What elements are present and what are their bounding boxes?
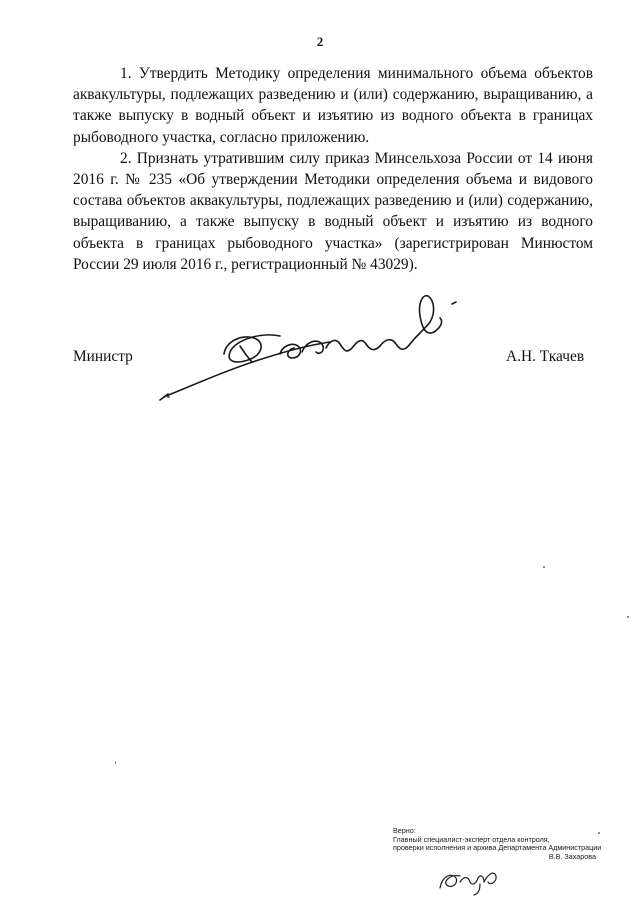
- signatory-title: Министр: [73, 348, 133, 365]
- scan-speck: [543, 566, 545, 568]
- certification-position: Главный специалист-эксперт отдела контроля,: [393, 834, 550, 844]
- certification-signature-icon: [434, 864, 504, 896]
- certification-department: проверки исполнения и архива Департамента Администрации: [393, 843, 602, 853]
- handwritten-signature-icon: [140, 282, 480, 407]
- certification-label: Верно:: [393, 826, 416, 835]
- paragraph-2: 2. Признать утратившим силу приказ Минсельхоза России от 14 июня 2016 г. № 235 «Об утверждении Методики определения объема и видового состава объектов аквакультуры, подлежащих разведению и (или) содержанию, выращиванию, а также выпуску в водный объект и изъятию из водного объекта в границах рыбоводного участка» (зарегистрирован Минюстом России 29 июля 2016 г., регистрационный № 43029).: [73, 149, 593, 273]
- signatory-name: А.Н. Ткачев: [506, 348, 585, 365]
- scan-speck: [115, 761, 116, 764]
- scan-speck: [598, 832, 600, 834]
- page-number: 2: [316, 34, 324, 49]
- paragraph-1: 1. Утвердить Методику определения минимального объема объектов аквакультуры, подлежащих разведению и (или) содержанию, выращиванию, а также выпуску в водный объект и изъятию из водного объекта в границах рыбоводного участка, согласно приложению.: [73, 65, 593, 146]
- scan-speck: [627, 616, 629, 618]
- document-body: [73, 63, 593, 275]
- certification-signer: В.В. Захарова: [548, 851, 596, 861]
- certification-block: [393, 827, 608, 861]
- scan-speck: [167, 396, 170, 398]
